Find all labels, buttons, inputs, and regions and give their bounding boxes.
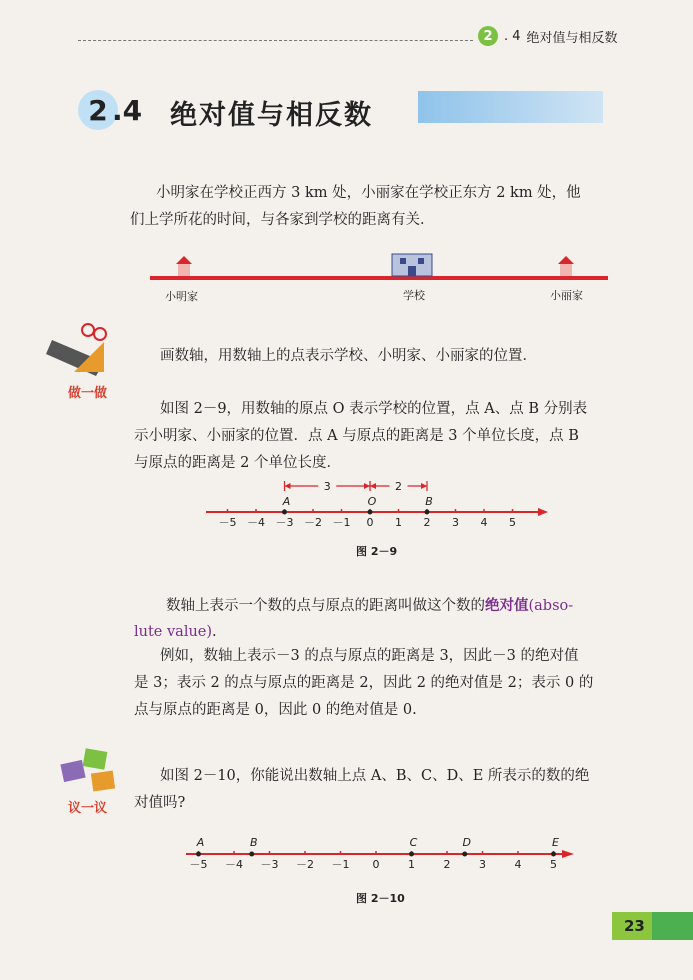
figure-2-9-caption: 图 2－9 (356, 545, 398, 558)
scene-label-school: 学校 (403, 289, 425, 302)
header-title: 绝对值与相反数 (526, 30, 618, 46)
point-label-c: C (409, 836, 418, 849)
tick-label: －2 (304, 516, 322, 529)
tick-label: 0 (366, 516, 374, 529)
figure-2-10-number-line (180, 832, 580, 882)
header-rule (78, 40, 473, 41)
point-label-d: D (462, 836, 471, 849)
example2-line-1: 例如，数轴上表示－3 的点与原点的距离是 3，因此－3 的绝对值 (160, 648, 579, 664)
tick-label: 5 (550, 858, 557, 871)
xiaoli-house-icon (558, 256, 574, 276)
tick-label: 1 (408, 858, 415, 871)
point-label-o: O (367, 495, 377, 508)
tick-label: －4 (247, 516, 265, 529)
distance-arrowhead (285, 483, 291, 489)
running-header (478, 26, 618, 46)
example2-line-2: 是 3；表示 2 的点与原点的距离是 2，因此 2 的绝对值是 2；表示 0 的 (134, 675, 594, 691)
activity-discuss-label: 议一议 (68, 801, 108, 816)
point-label-e: E (552, 836, 559, 849)
distance-arrowhead (370, 483, 376, 489)
school-scene-illustration (150, 250, 610, 290)
distance-label: 2 (395, 480, 402, 493)
tick-label: －1 (331, 858, 350, 871)
tick-label: 4 (514, 858, 522, 871)
tick-label: 1 (395, 516, 402, 529)
tick-label: －2 (296, 858, 314, 871)
tick-label: 3 (479, 858, 486, 871)
definition-term-en-b: lute value) (134, 624, 213, 640)
tick-label: －5 (189, 858, 208, 871)
point-a (282, 510, 287, 515)
header-section-ref: . 4 (504, 28, 521, 44)
example1-line-3: 与原点的距离是 2 个单位长度． (134, 455, 341, 471)
tick-label: 2 (423, 516, 431, 529)
intro-line-1: 小明家在学校正西方 3 km 处，小丽家在学校正东方 2 km 处，他 (156, 185, 581, 201)
point-b (425, 510, 430, 515)
section-title: 绝对值与相反数 (170, 100, 373, 131)
scene-label-xiaoli: 小丽家 (550, 289, 583, 302)
definition-term-en-a: (abso- (528, 598, 574, 614)
example1-line-1: 如图 2－9，用数轴的原点 O 表示学校的位置，点 A、点 B 分别表 (160, 401, 588, 417)
tick-label: 4 (480, 516, 488, 529)
point-e (551, 852, 556, 857)
tick-label: 0 (372, 858, 380, 871)
point-label-b: B (249, 836, 258, 849)
tick-label: －4 (225, 858, 243, 871)
point-c (409, 852, 414, 857)
page-number: 23 (624, 917, 645, 935)
tick-label: －3 (275, 516, 294, 529)
point-label-b: B (425, 495, 433, 508)
section-title-bar (418, 91, 603, 123)
point-o (368, 510, 373, 515)
figure-2-9-number-line (200, 474, 560, 534)
axis-arrow (538, 508, 548, 516)
point-a (196, 852, 201, 857)
activity2-line-2: 对值吗? (134, 795, 186, 811)
discussion-icon (58, 748, 122, 796)
header-section-badge: 2 (478, 26, 498, 46)
example1-line-2: 示小明家、小丽家的位置．点 A 与原点的距离是 3 个单位长度，点 B (134, 428, 579, 444)
activity2-line-1: 如图 2－10，你能说出数轴上点 A、B、C、D、E 所表示的数的绝 (160, 768, 590, 784)
tick-label: －1 (332, 516, 351, 529)
section-number-badge: 2 (78, 90, 118, 130)
road-line (150, 276, 608, 280)
tick-label: －5 (218, 516, 237, 529)
scene-label-xiaoming: 小明家 (165, 290, 198, 303)
definition-post: . (212, 624, 217, 640)
xiaoming-house-icon (176, 256, 192, 276)
activity-do-label: 做一做 (68, 386, 108, 401)
section-number-suffix: .4 (112, 94, 143, 127)
distance-label: 3 (323, 480, 331, 493)
point-d (462, 852, 467, 857)
definition-term: 绝对值 (485, 597, 529, 614)
activity1-text: 画数轴，用数轴上的点表示学校、小明家、小丽家的位置． (160, 348, 537, 364)
tick-label: －3 (260, 858, 279, 871)
tick-label: 3 (452, 516, 459, 529)
school-building-icon (392, 254, 432, 276)
tick-label: 2 (443, 858, 451, 871)
point-label-a: A (196, 836, 205, 849)
distance-arrowhead (364, 483, 370, 489)
ruler-scissors-icon (44, 320, 114, 380)
figure-2-10-caption: 图 2－10 (356, 892, 405, 905)
intro-line-2: 们上学所花的时间，与各家到学校的距离有关． (130, 212, 435, 228)
definition-line-1 (166, 592, 573, 620)
distance-arrowhead (421, 483, 427, 489)
tick-label: 5 (509, 516, 516, 529)
example2-line-3: 点与原点的距离是 0，因此 0 的绝对值是 0. (134, 702, 417, 718)
point-label-a: A (282, 495, 291, 508)
definition-pre: 数轴上表示一个数的点与原点的距离叫做这个数的 (166, 598, 485, 614)
point-b (249, 852, 254, 857)
page-number-tab-edge (652, 912, 693, 940)
definition-line-2 (134, 619, 217, 646)
axis-arrow (562, 850, 574, 858)
